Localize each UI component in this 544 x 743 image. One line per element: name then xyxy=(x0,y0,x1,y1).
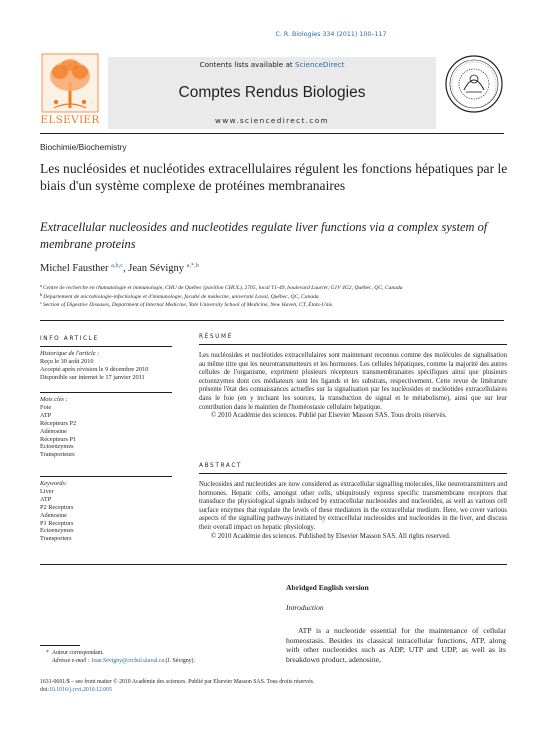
abstract-heading: ABSTRACT xyxy=(199,463,243,469)
resume-copyright: © 2010 Académie des sciences. Publié par Elsevier Masson SAS. Tous droits réservés. xyxy=(211,412,447,420)
abstract-end-rule xyxy=(40,564,507,565)
title-english: Extracellular nucleosides and nucleotides regulate liver functions via a complex system of membrane proteins xyxy=(40,220,488,251)
article-history xyxy=(40,350,172,382)
affiliation: $^a$Centre de recherche en rhumatologie et immunologie, CHU de Québec (pavillon CHUL), 2705, local T1-49, boulevard Laurier, G1V 4G2, Québec, QC, Canada xyxy=(40,283,403,291)
divider xyxy=(40,392,172,393)
introduction-heading: Introduction xyxy=(286,603,324,612)
affiliation: $^b$Département de microbiologie-infectiologie et d'immunologie, faculté de médecine, université Laval, Québec, QC, Canada xyxy=(40,292,319,300)
doi-link[interactable]: 10.1016/j.crvi.2010.12.005 xyxy=(49,687,112,693)
journal-url[interactable]: www.sciencedirect.com xyxy=(215,116,329,125)
keyword-item: Récepteurs P1 xyxy=(40,435,77,443)
abstract-text: Nucleosides and nucleotides are now considered as extracellular signalling molecules, like neurotransmitters and hormones. Hepatic cells, amongst other cells, ubiquitously express specific transmembrane receptors that transduce the physiological signals induced by extracellular nucleosides and nucleotides, as well as various cell surface enzymes that regulate the levels of these mediators in the extracellular medium. Here, we cover various aspects of the signalling pathways initiated by extracellular nucleosides and nucleotides in the liver, and discuss their overall impact on hepatic physiology. © 2010 Académie des sciences. Published by Elsevier Masson SAS. All rights reserved. xyxy=(199,481,507,540)
affiliation: $^c$Section of Digestive Diseases, Department of Internal Medicine, Yale University School of Medicine, New Haven, CT, États-Unis xyxy=(40,300,333,308)
publisher-name: ELSEVIER xyxy=(40,114,100,126)
keyword-item: Adenosine xyxy=(40,511,67,519)
contents-available-line: Contents lists available at ScienceDirect xyxy=(199,60,345,69)
author-list: Michel Fausther $^{a,b,c}$, Jean Sévigny $^{a,*,b}$ xyxy=(40,262,199,274)
keyword-item: P2 Receptors xyxy=(40,503,74,511)
sciencedirect-link[interactable]: ScienceDirect xyxy=(295,60,345,69)
keyword-item: ATP xyxy=(40,411,52,419)
mots-cles-list xyxy=(40,396,172,459)
divider xyxy=(199,473,507,474)
issn-line: 1631-0691/$ – see front matter © 2010 Académie des sciences. Publié par Elsevier Masson SAS. Tous droits réservés. xyxy=(40,679,315,685)
journal-header xyxy=(40,52,504,132)
history-received: Reçu le 30 août 2010 xyxy=(40,357,94,365)
resume-heading: RÉSUMÉ xyxy=(199,334,233,340)
keyword-item: Adénosine xyxy=(40,427,67,435)
abstract-copyright: © 2010 Académie des sciences. Published by Elsevier Masson SAS. All rights reserved. xyxy=(211,532,451,540)
author-affiliation-marker[interactable]: a,*,b xyxy=(186,262,199,269)
author-affiliation-marker[interactable]: a,b,c xyxy=(111,262,124,269)
title-french: Les nucléosides et nucléotides extracellulaires régulent les fonctions hépatiques par le biais d'un système complexe de protéines membranaires xyxy=(40,161,508,193)
email-link[interactable]: Jean.Sevigny@crchul.ulaval.ca xyxy=(91,658,165,664)
history-online: Disponible sur internet le 17 janvier 2011 xyxy=(40,373,145,381)
keyword-item: Foie xyxy=(40,403,52,411)
divider xyxy=(40,346,172,347)
article-info-heading: INFO ARTICLE xyxy=(40,336,99,342)
doi-line: doi:10.1016/j.crvi.2010.12.005 xyxy=(40,687,112,693)
citation: C. R. Biologies 334 (2011) 100–117 xyxy=(275,31,387,38)
author-name: Jean Sévigny xyxy=(128,263,184,274)
journal-name: Comptes Rendus Biologies xyxy=(178,84,366,101)
history-accepted: Accepté après révision le 9 décembre 2010 xyxy=(40,365,149,373)
introduction-text: ATP is a nucleotide essential for the maintenance of cellular homeostasis. Besides its classical intracellular functions, ATP, along with other nucleotides such as ADP, UTP and UDP, as well as its breakdown product, adenosine, xyxy=(286,626,506,665)
affiliations-rule xyxy=(40,320,504,321)
keyword-item: Liver xyxy=(40,487,54,495)
resume-text: Les nucléosides et nucléotides extracellulaires sont maintenant reconnus comme des molécules de signalisation au même titre que les neurotransmetteurs et les hormones. Les cellules hépatiques, comme la majorité des autres cellules de l'organisme, expriment plusieurs récepteurs transmembranaires spécifiques ainsi que plusieurs ectoenzymes dont ces médiateurs sont les ligands et les substrats, respectivement. Cette revue de littérature présente l'état des connaissances actuelles sur la signalisation par les nucléosides et nucléotides extracellulaires dans le foie (en y incluant les sources, la transduction de signal et le métabolisme), ainsi que sur leur contribution dans le maintien de l'homéostasie cellulaire hépatique. © 2010 Académie des sciences. Publié par Elsevier Masson SAS. Tous droits réservés. xyxy=(199,352,507,420)
history-label: Historique de l'article : xyxy=(40,350,100,357)
keyword-item: Transporters xyxy=(40,535,72,543)
corresponding-author-note: * Auteur correspondant. xyxy=(46,650,104,656)
keyword-item: Récepteurs P2 xyxy=(40,419,77,427)
journal-title-box xyxy=(108,57,436,129)
author-name: Michel Fausther xyxy=(40,263,109,274)
mots-cles-label: Mots clés : xyxy=(40,396,68,403)
academie-seal-icon xyxy=(444,54,504,114)
keyword-item: Ectoenzymes xyxy=(40,527,74,535)
section-label: Biochimie/Biochemistry xyxy=(40,142,127,152)
keywords-label: Keywords: xyxy=(40,480,68,487)
header-rule xyxy=(40,133,504,134)
keyword-item: Transporteurs xyxy=(40,451,75,459)
divider xyxy=(199,344,507,345)
footnote-rule xyxy=(40,645,80,646)
abridged-heading: Abridged English version xyxy=(286,583,369,592)
keyword-item: ATP xyxy=(40,495,52,503)
divider xyxy=(40,476,172,477)
keyword-item: P1 Receptors xyxy=(40,519,74,527)
keyword-item: Ectoenzymes xyxy=(40,443,74,451)
keywords-list xyxy=(40,480,172,543)
corresponding-email-note: Adresse e-mail : Jean.Sevigny@crchul.ulaval.ca (J. Sévigny). xyxy=(52,658,195,664)
